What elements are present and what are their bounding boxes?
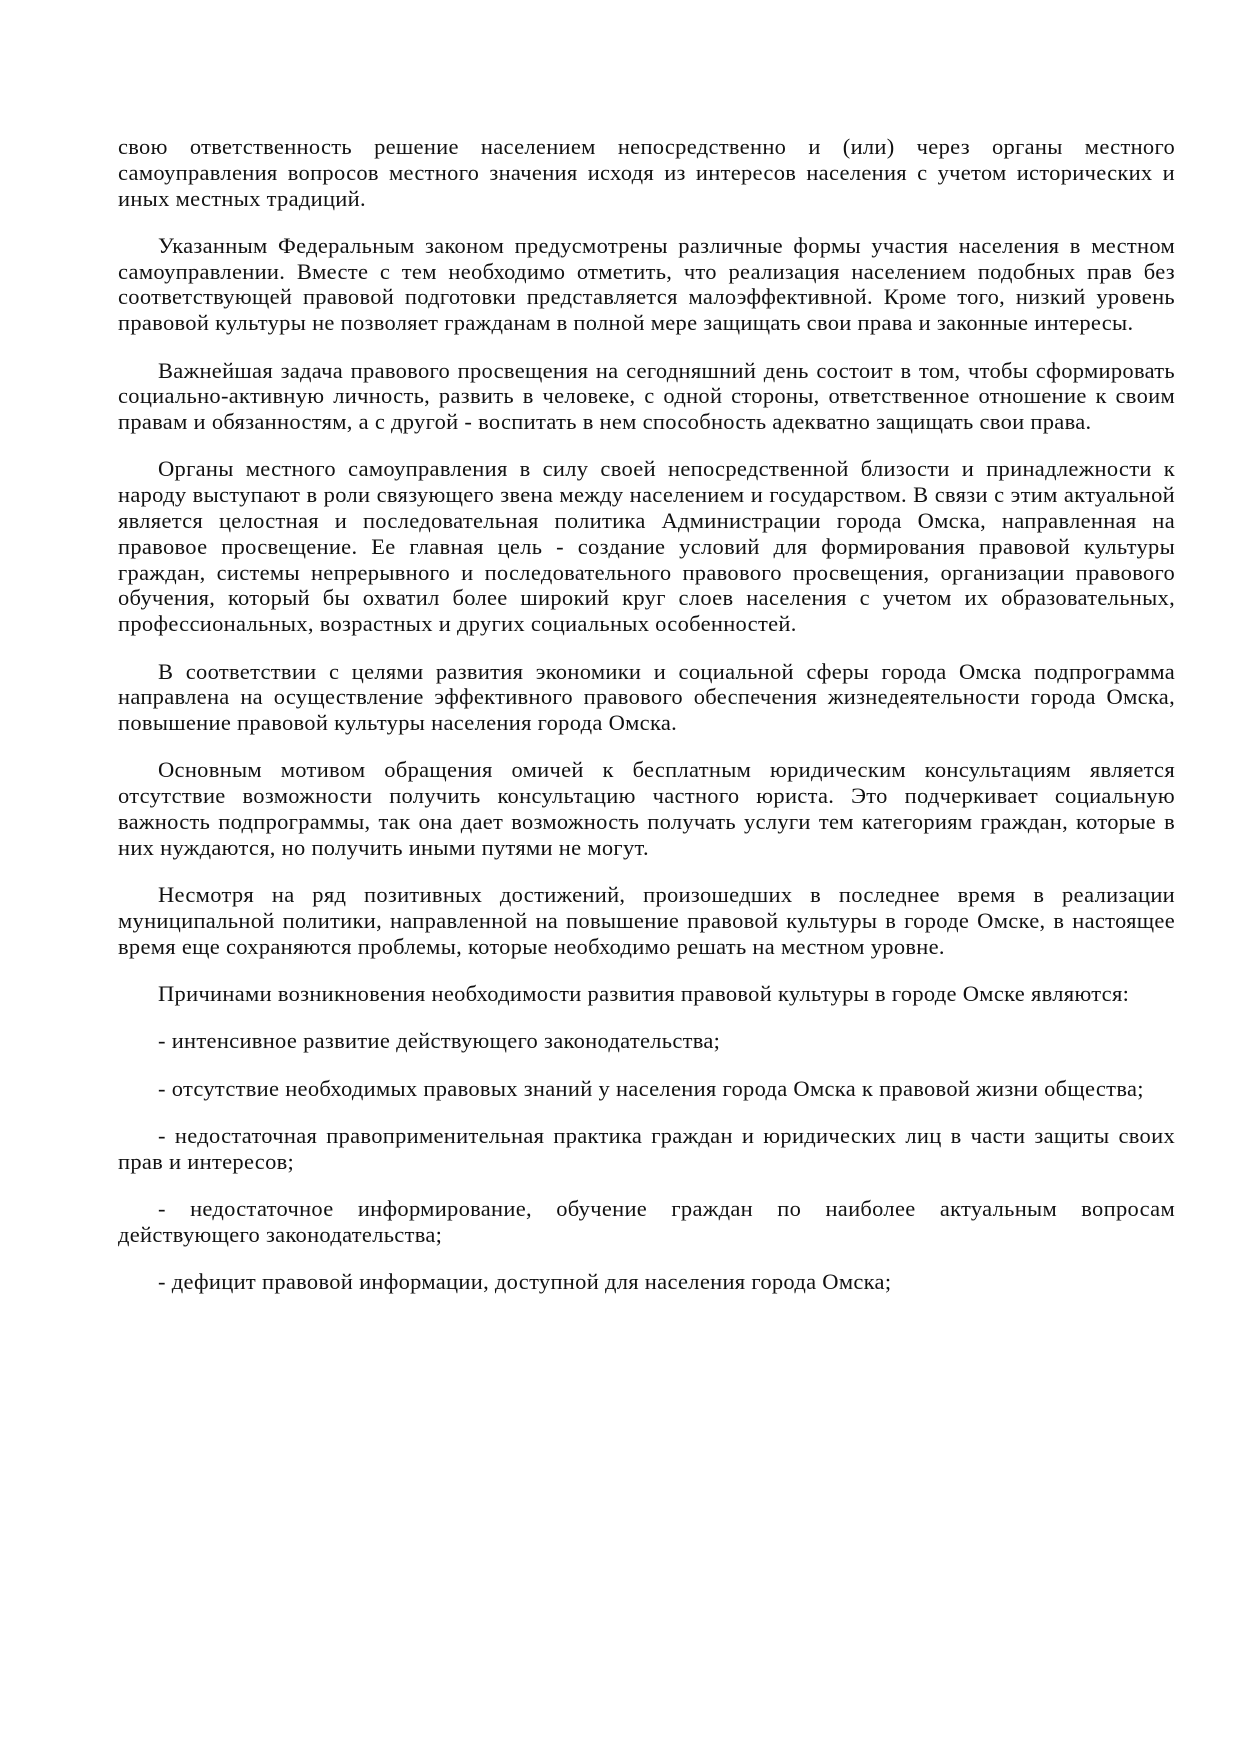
list-item: - недостаточная правоприменительная практика граждан и юридических лиц в части защиты своих прав и интересов;	[118, 1122, 1175, 1174]
paragraph: Важнейшая задача правового просвещения на сегодняшний день состоит в том, чтобы сформировать социально-активную личность, развить в человеке, с одной стороны, ответственное отношение к своим правам и обязанностям, а с другой - воспитать в нем способность адекватно защищать свои права.	[118, 357, 1175, 435]
paragraph: Указанным Федеральным законом предусмотрены различные формы участия населения в местном самоуправлении. Вместе с тем необходимо отметить, что реализация населением подобных прав без соответствующей правовой подготовки представляется малоэффективной. Кроме того, низкий уровень правовой культуры не позволяет гражданам в полной мере защищать свои права и законные интересы.	[118, 232, 1175, 336]
list-item: - отсутствие необходимых правовых знаний у населения города Омска к правовой жизни общества;	[158, 1075, 1144, 1101]
document-page	[118, 134, 1175, 1316]
paragraph: Основным мотивом обращения омичей к бесплатным юридическим консультациям является отсутствие возможности получить консультацию частного юриста. Это подчеркивает социальную важность подпрограммы, так она дает возможность получать услуги тем категориям граждан, которые в них нуждаются, но получить иными путями не могут.	[118, 757, 1175, 860]
paragraph: Несмотря на ряд позитивных достижений, произошедших в последнее время в реализации муниципальной политики, направленной на повышение правовой культуры в городе Омске, в настоящее время еще сохраняются проблемы, которые необходимо решать на местном уровне.	[118, 882, 1175, 959]
list-item: - дефицит правовой информации, доступной для населения города Омска;	[158, 1269, 892, 1295]
paragraph: Причинами возникновения необходимости развития правовой культуры в городе Омске являются:	[158, 981, 1130, 1007]
paragraph: Органы местного самоуправления в силу своей непосредственной близости и принадлежности к народу выступают в роли связующего звена между населением и государством. В связи с этим актуальной является целостная и последовательная политика Администрации города Омска, направленная на правовое просвещение. Ее главная цель - создание условий для формирования правовой культуры граждан, системы непрерывного и последовательного правового просвещения, организации правового обучения, который бы охватил более широкий круг слоев населения с учетом их образовательных, профессиональных, возрастных и других социальных особенностей.	[118, 456, 1175, 637]
list-item: - интенсивное развитие действующего законодательства;	[158, 1028, 721, 1054]
paragraph: свою ответственность решение населением непосредственно и (или) через органы местного самоуправления вопросов местного значения исходя из интересов населения с учетом исторических и иных местных традиций.	[118, 134, 1175, 211]
list-item: - недостаточное информирование, обучение граждан по наиболее актуальным вопросам действующего законодательства;	[118, 1196, 1175, 1247]
paragraph: В соответствии с целями развития экономики и социальной сферы города Омска подпрограмма направлена на осуществление эффективного правового обеспечения жизнедеятельности города Омска, повышение правовой культуры населения города Омска.	[118, 658, 1175, 736]
